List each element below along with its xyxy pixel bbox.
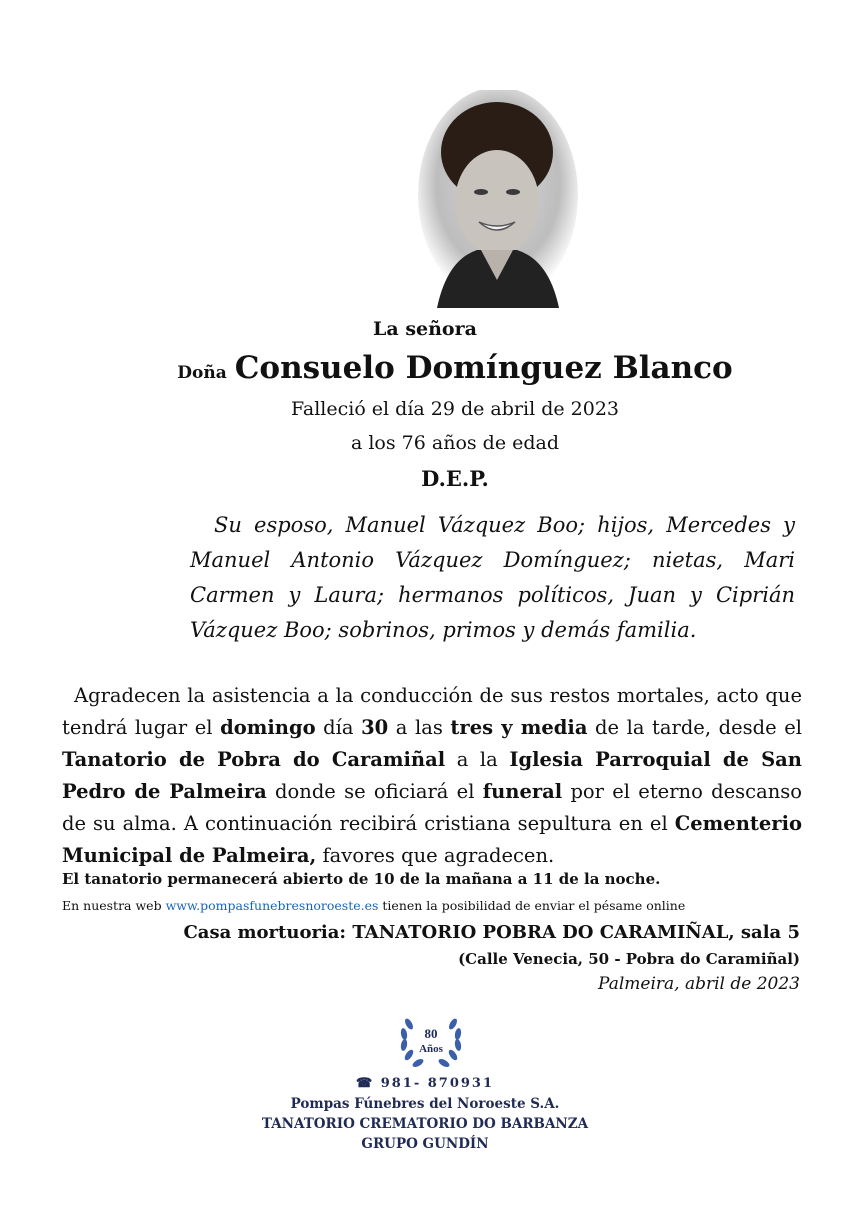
thanks-paragraph: Agradecen la asistencia a la conducción de sus restos mortales, acto que tendrá lugar el domingo día 30 a las tres y media de la tarde, desde el Tanatorio de Pobra do Caramiñal a la Iglesia Parroquial de San Pedro de Palmeira donde se oficiará el funeral por el eterno descanso de su alma. A continuación recibirá cristiana sepultura en el Cementerio Municipal de Palmeira, favores que agradecen. [62,684,803,867]
group-name: GRUPO GUNDÍN [361,1136,489,1152]
anniversary-logo [395,1010,467,1072]
deceased-name-line [0,350,850,386]
age-at-death: a los 76 años de edad [350,432,560,454]
phone-number: 981- 870931 [380,1076,495,1091]
highlight-funeral: funeral [482,780,563,803]
highlight-cemetery: Cementerio Municipal de Palmeira, [62,812,802,867]
logo-word: Años [419,1043,443,1055]
address: (Calle Venecia, 50 - Pobra do Caramiñal) [458,950,800,968]
laurel-wreath-icon [395,1010,467,1072]
website-link[interactable]: www.pompasfunebresnoroeste.es [165,898,379,913]
honorific: Doña [177,363,227,383]
highlight-day: domingo [220,716,316,739]
highlight-date: 30 [361,716,389,739]
highlight-funeral-home: Tanatorio de Pobra do Caramiñal [62,748,446,771]
portrait-photo [417,90,579,308]
title-prefix: La señora [373,318,477,340]
phone-line [0,1076,850,1091]
crematorio-name: TANATORIO CREMATORIO DO BARBANZA [261,1116,589,1132]
highlight-time: tres y media [450,716,588,739]
deceased-name: Consuelo Domínguez Blanco [234,350,733,386]
casa-mortuoria: Casa mortuoria: TANATORIO POBRA DO CARAMIÑAL, sala 5 [183,922,800,943]
phone-icon: ☎ [355,1076,381,1091]
date-of-death: Falleció el día 29 de abril de 2023 [290,398,619,420]
web-notice: En nuestra web www.pompasfunebresnoroeste.es tienen la posibilidad de enviar el pésame online [62,898,686,913]
highlight-church: Iglesia Parroquial de San Pedro de Palmeira [62,748,802,803]
family-paragraph: Su esposo, Manuel Vázquez Boo; hijos, Mercedes y Manuel Antonio Vázquez Domínguez; nietas, Mari Carmen y Laura; hermanos políticos, Juan y Ciprián Vázquez Boo; sobrinos, primos y demás familia. [190,513,795,642]
opening-hours: El tanatorio permanecerá abierto de 10 de la mañana a 11 de la noche. [62,870,661,888]
logo-number: 80 [424,1026,438,1041]
signature-place-date: Palmeira, abril de 2023 [598,974,800,994]
dep-text: D.E.P. [421,466,489,491]
company-name: Pompas Fúnebres del Noroeste S.A. [290,1096,560,1112]
